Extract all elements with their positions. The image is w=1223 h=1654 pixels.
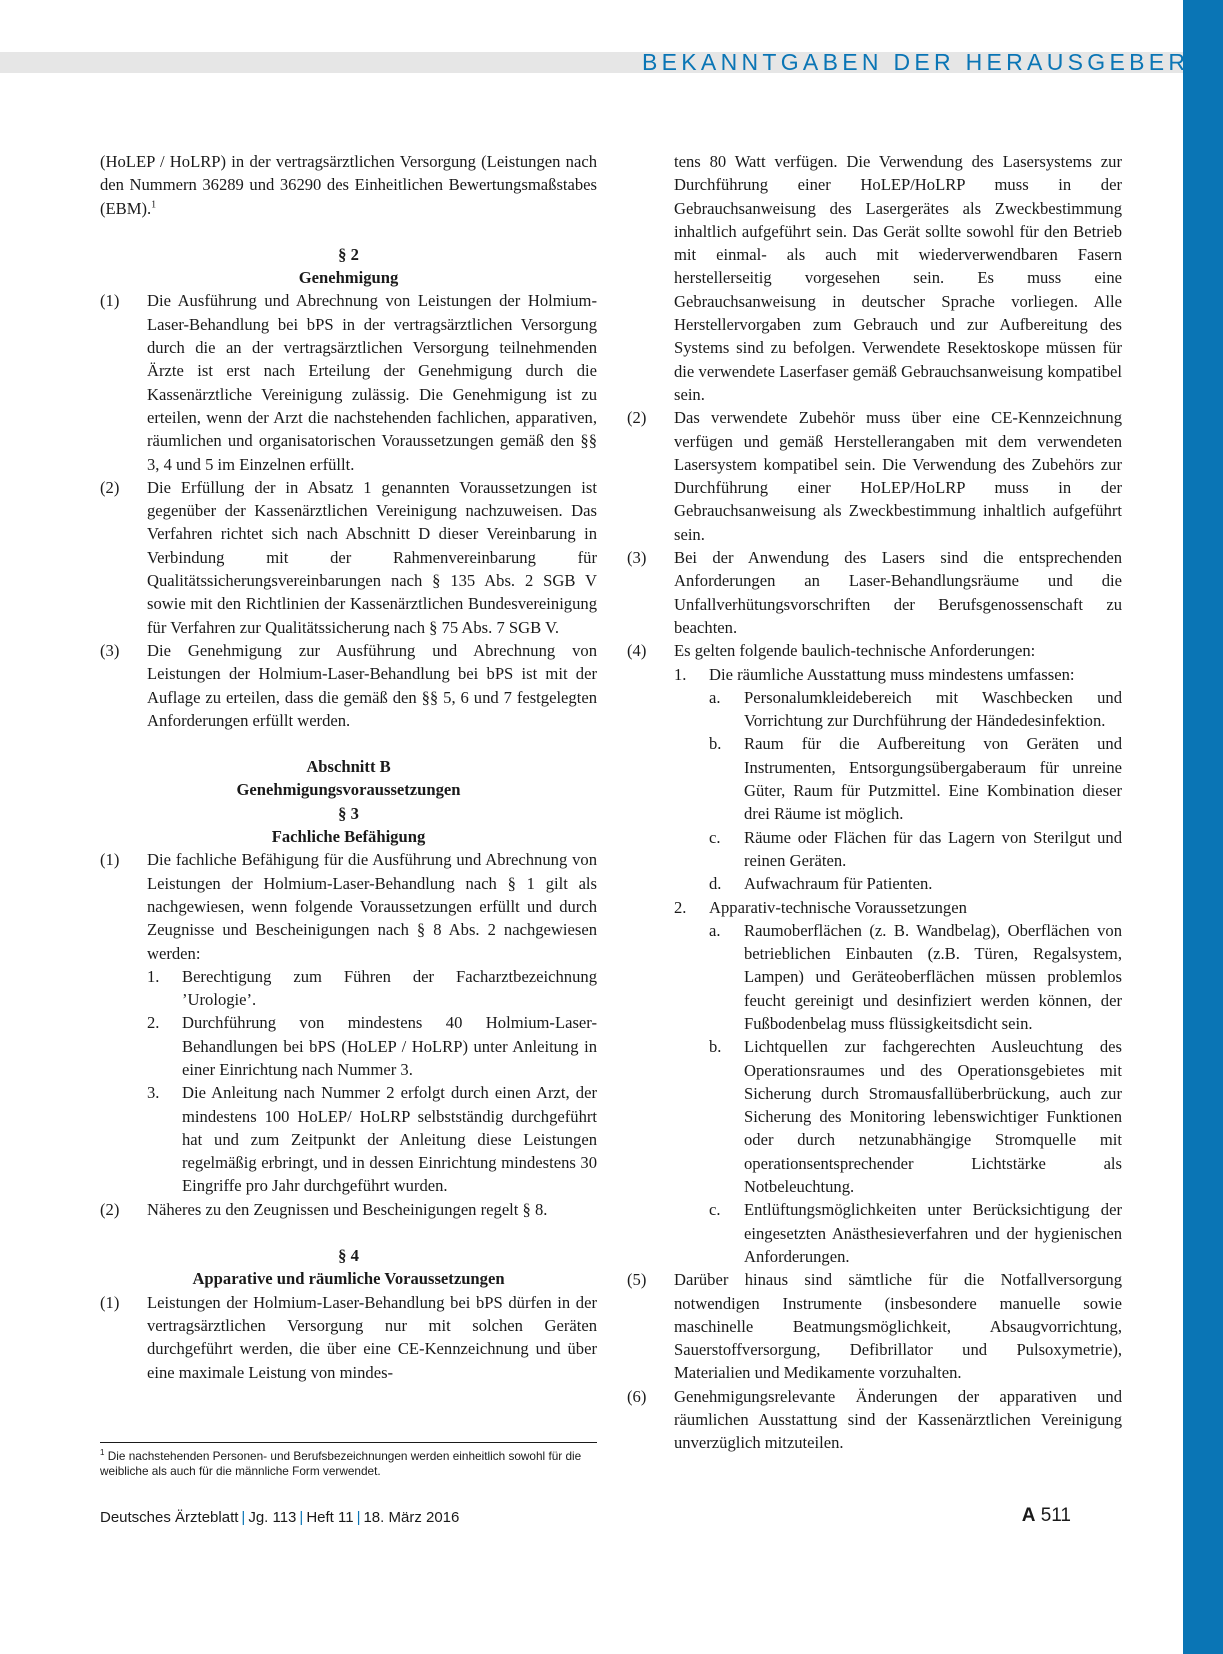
sub-sub-list-item: b. Raum für die Aufbereitung von Geräten und Instrumenten, Entsorgungsübergaberaum für unreine Güter, Raum für Putzmittel. Eine Kombination dieser drei Räume ist möglich. xyxy=(709,734,1122,824)
section-number: § 3 xyxy=(338,803,359,823)
sub-list-item: 2. Apparativ-technische Voraussetzungen xyxy=(674,897,967,917)
sub-list-item: 1. Berechtigung zum Führen der Facharztbezeichnung ’Urologie’. xyxy=(147,966,597,1010)
sub-sub-list-item: d. Aufwachraum für Patienten. xyxy=(709,874,933,894)
page-number: A 511 xyxy=(1021,1505,1071,1526)
footnote xyxy=(100,1449,597,1479)
journal-issue: Heft 11 xyxy=(306,1509,354,1526)
footnote-text: Die nachstehenden Personen- und Berufsbezeichnungen werden einheitlich sowohl für die weibliche als auch für die männliche Form verwendet. xyxy=(100,1449,582,1478)
list-item: (1) Die Ausführung und Abrechnung von Leistungen der Holmium-Laser-Behandlung bei bPS in der vertragsärztlichen Versorgung durch die an der vertragsärztlichen Versorgung teilnehmenden Ärzte ist erst nach Erteilung der Genehmigung durch die Kassenärztliche Vereinigung zulässig. Die Genehmigung ist zu erteilen, wenn der Arzt die nachstehenden fachlichen, apparativen, räumlichen und organisatorischen Voraussetzungen gemäß den §§ 3, 4 und 5 im Einzelnen erfüllt. xyxy=(100,291,597,474)
footnote-mark: 1 xyxy=(100,1448,105,1458)
list-item: (3) Bei der Anwendung des Lasers sind die entsprechenden Anforderungen an Laser-Behandlungsräume und die Unfallverhütungsvorschriften der Berufsgenossenschaft zu beachten. xyxy=(627,548,1122,637)
section-header-title: BEKANNTGABEN DER HERAUSGEBER xyxy=(642,49,1190,75)
journal-name: Deutsches Ärzteblatt xyxy=(100,1509,239,1526)
page-footer xyxy=(100,1509,459,1526)
section-title: Genehmigung xyxy=(298,268,399,288)
list-item: (6) Genehmigungsrelevante Änderungen der apparativen und räumlichen Ausstattung sind der Kassenärztlichen Vereinigung unverzüglich mitzuteilen. xyxy=(627,1386,1122,1453)
list-item-continuation: tens 80 Watt verfügen. Die Verwendung des Lasersystems zur Durchführung einer HoLEP/HoLRP muss in der Gebrauchsanweisung des Lasergerätes als Zweckbestimmung inhaltlich aufgeführt sein. Das Gerät sollte sowohl für den Betrieb mit einmal- als auch mit wiederverwendbaren Fasern herstellerseitig vorgesehen sein. Es muss eine Gebrauchsanweisung in deutscher Sprache vorliegen. Alle Herstellervorgaben zum Gebrauch und zur Aufbereitung des Systems sind zu befolgen. Verwendete Resektoskope müssen für die verwendete Laserfaser gemäß Gebrauchsanweisung kompatibel sein. xyxy=(674,152,1122,404)
sub-list-item: 1. Die räumliche Ausstattung muss mindestens umfassen: xyxy=(674,664,1075,684)
list-item: (1) Leistungen der Holmium-Laser-Behandlung bei bPS dürfen in der vertragsärztlichen Versorgung nur mit solchen Geräten durchgeführt werden, die über eine CE-Kennzeichnung und über eine maximale Leistung von mindes- xyxy=(100,1292,597,1382)
list-item: (4) Es gelten folgende baulich-technische Anforderungen: xyxy=(627,641,1036,661)
list-item: (1) Die fachliche Befähigung für die Ausführung und Abrechnung von Leistungen der Holmium-Laser-Behandlung nach § 1 gilt als nachgewiesen, wenn folgende Voraussetzungen erfüllt und durch Zeugnisse und Bescheinigungen nach § 8 Abs. 2 nachgewiesen werden: xyxy=(100,850,597,963)
sub-sub-list-item: c. Räume oder Flächen für das Lagern von Sterilgut und reinen Geräten. xyxy=(709,827,1122,870)
sub-sub-list-item: c. Entlüftungsmöglichkeiten unter Berücksichtigung der eingesetzten Anästhesieverfahren und der hygienischen Anforderungen. xyxy=(709,1200,1122,1266)
section-title: Apparative und räumliche Voraussetzungen xyxy=(192,1269,505,1289)
footnote-ref: 1 xyxy=(151,199,157,211)
footer-separator: | xyxy=(299,1509,304,1526)
section-title: Fachliche Befähigung xyxy=(271,827,426,847)
list-item: (5) Darüber hinaus sind sämtliche für die Notfallversorgung notwendigen Instrumente (insbesondere manuelle sowie maschinelle Beatmungsmöglichkeit, Absaugvorrichtung, Sauerstoffversorgung, Defibrillator und Pulsoxymetrie), Materialien und Medikamente vorzuhalten. xyxy=(627,1270,1122,1383)
part-heading: Abschnitt B xyxy=(306,757,391,777)
footer-separator: | xyxy=(356,1509,361,1526)
left-column xyxy=(100,150,597,1384)
sub-list-item: 3. Die Anleitung nach Nummer 2 erfolgt durch einen Arzt, der mindestens 100 HoLEP/ HoLRP selbstständig durchgeführt hat und zum Zeitpunkt der Anleitung diese Leistungen regelmäßig erbringt, und in dessen Einrichtung mindestens 30 Eingriffe pro Jahr durchgeführt wurden. xyxy=(147,1083,597,1196)
sub-sub-list-item: b. Lichtquellen zur fachgerechten Ausleuchtung des Operationsraumes und des Operationsgebietes mit Sicherung durch Stromausfallüberbrückung, auch zur Sicherung des Monitoring lebenswichtiger Funktionen oder durch netzunabhängige Stromquelle mit operationsentsprechender Lichtstärke als Notbeleuchtung. xyxy=(709,1037,1122,1197)
list-item: (2) Die Erfüllung der in Absatz 1 genannten Voraussetzungen ist gegenüber der Kassenärztlichen Vereinigung nachzuweisen. Das Verfahren richtet sich nach Abschnitt D dieser Vereinbarung in Verbindung mit der Rahmenvereinbarung für Qualitätssicherungsvereinbarungen nach § 135 Abs. 2 SGB V sowie mit den Richtlinien der Kassenärztlichen Bundesvereinigung für Verfahren zur Qualitätssicherung nach § 75 Abs. 7 SGB V. xyxy=(100,477,597,637)
sub-list-item: 2. Durchführung von mindestens 40 Holmium-Laser-Behandlungen bei bPS (HoLEP / HoLRP) unter Anleitung in einer Einrichtung nach Nummer 3. xyxy=(147,1013,597,1079)
list-item: (2) Näheres zu den Zeugnissen und Bescheinigungen regelt § 8. xyxy=(100,1199,548,1219)
sub-sub-list-item: a. Personalumkleidebereich mit Waschbecken und Vorrichtung zur Durchführung der Händedesinfektion. xyxy=(709,687,1122,731)
journal-volume: Jg. 113 xyxy=(248,1509,297,1526)
list-item: (3) Die Genehmigung zur Ausführung und Abrechnung von Leistungen der Holmium-Laser-Behandlung bei bPS ist mit der Auflage zu erteilen, dass die gemäß den §§ 5, 6 und 7 festgelegten Anforderungen erfüllt werden. xyxy=(100,640,597,730)
part-title: Genehmigungsvoraussetzungen xyxy=(236,780,461,800)
issue-date: 18. März 2016 xyxy=(363,1509,460,1526)
side-color-bar xyxy=(1183,0,1223,1654)
sub-sub-list-item: a. Raumoberflächen (z. B. Wandbelag), Oberflächen von betrieblichen Einbauten (z.B. Türen, Regalsystem, Lampen) und Geräteoberflächen müssen problemlos feucht gereinigt und desinfiziert werden können, der Fußbodenbelag muss flüssigkeitsdicht sein. xyxy=(709,920,1122,1033)
footer-separator: | xyxy=(241,1509,246,1526)
section-number: § 2 xyxy=(338,244,359,264)
footnote-divider xyxy=(100,1442,597,1443)
right-column xyxy=(627,150,1122,1455)
section-number: § 4 xyxy=(338,1246,359,1266)
intro-paragraph: (HoLEP / HoLRP) in der vertragsärztlichen Versorgung (Leistungen nach den Nummern 36289 und 36290 des Einheitlichen Bewertungsmaßstabes (EBM).$^1$ xyxy=(100,152,597,218)
list-item: (2) Das verwendete Zubehör muss über eine CE-Kennzeichnung verfügen und gemäß Herstellerangaben mit dem verwendeten Lasersystem kompatibel sein. Die Verwendung des Zubehörs zur Durchführung einer HoLEP/HoLRP muss in der Gebrauchsanweisung als Zweckbestimmung inhaltlich aufgeführt sein. xyxy=(627,408,1122,544)
